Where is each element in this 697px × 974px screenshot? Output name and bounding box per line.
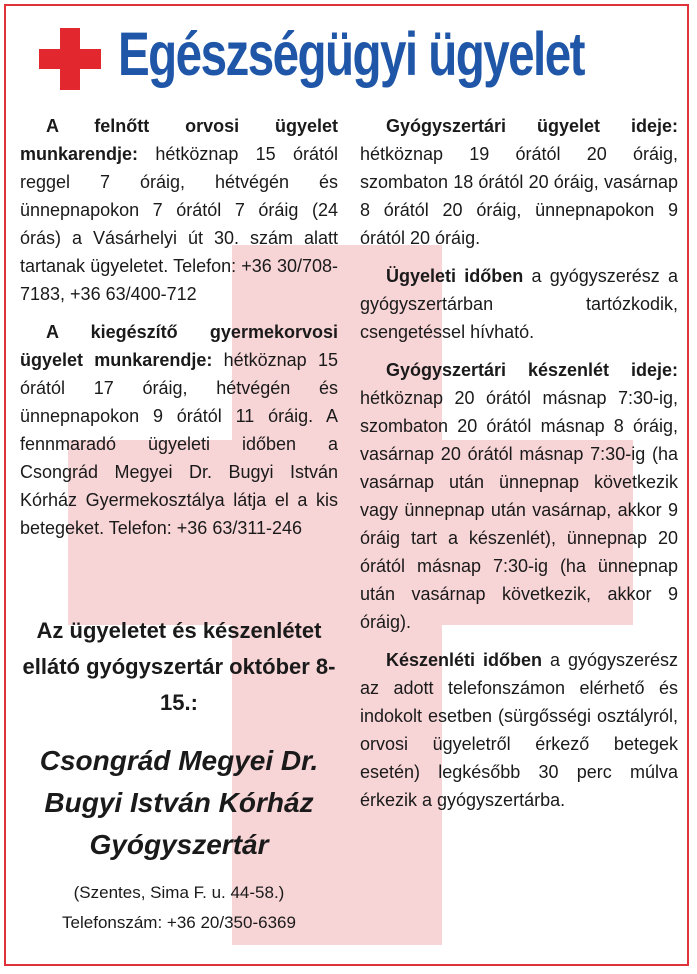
adult-duty-text: hétköznap 15 órától reggel 7 óráig, hétvégén és ünnepnapokon 7 órától 7 óráig (24 órás) a Vásárhelyi út 30. szám alatt tartanak ügyeletet. Telefon: +36 30/708-7183, +36 63/400-712	[20, 144, 338, 304]
left-column	[20, 112, 338, 552]
pharmacy-address: (Szentes, Sima F. u. 44-58.)	[73, 883, 285, 902]
page-title: Egészségügyi ügyelet	[118, 20, 584, 88]
pharmacy-heading: Az ügyeletet és készenlétet ellátó gyógyszertár október 8-15.:	[22, 618, 336, 715]
pediatric-duty-heading: A kiegészítő gyermekorvosi ügyelet munkarendje:	[20, 322, 338, 370]
pharmacy-duty-heading: Gyógyszertári ügyelet ideje:	[386, 116, 678, 136]
standby-text: hétköznap 20 órától másnap 7:30-ig, szombaton 20 órától másnap 8 óráig, vasárnap 20 órától másnap 7:30-ig (ha vasárnap után ünnepnap következik vagy ünnepnap után vasárnap, akkor 9 óráig tart a készenlét), ünnepnap 20 órától másnap 7:30-ig (ha ünnepnap után vasárnap következik, akkor 9 óráig).	[360, 388, 678, 632]
adult-duty-heading: A felnőtt orvosi ügyelet munkarendje:	[20, 116, 338, 164]
pharmacy-phone: Telefonszám: +36 20/350-6369	[62, 913, 296, 932]
pediatric-duty-text: hétköznap 15 órától 17 óráig, hétvégén és ünnepnapokon 9 órától 11 óráig. A fennmaradó ügyeleti időben a Csongrád Megyei Dr. Bugyi István Kórház Gyermekosztálya látja el a kis betegeket. Telefon: +36 63/311-246	[20, 350, 339, 538]
pharmacy-duty-text: hétköznap 19 órától 20 óráig, szombaton 18 órától 20 óráig, vasárnap 8 órától 20 óráig, ünnepnapokon 9 órától 20 óráig.	[360, 144, 678, 248]
standby-time-paragraph	[360, 646, 678, 814]
standby-time-heading: Készenléti időben	[386, 650, 542, 670]
pharmacy-duty-paragraph	[360, 112, 678, 252]
pharmacy-name: Csongrád Megyei Dr. Bugyi István Kórház Gyógyszertár	[39, 745, 319, 860]
duty-time-text: a gyógyszerész a gyógyszertárban tartózkodik, csengetéssel hívható.	[360, 266, 679, 342]
standby-time-text: a gyógyszerész az adott telefonszámon elérhető és indokolt esetben (sürgősségi osztályról, orvosi ügyeletről érkező betegek esetén) legkésőbb 30 perc múlva érkezik a gyógyszertárba.	[360, 650, 678, 810]
duty-time-paragraph	[360, 262, 678, 346]
duty-time-heading: Ügyeleti időben	[386, 266, 524, 286]
pediatric-duty-paragraph	[20, 318, 338, 542]
pharmacy-contact	[20, 878, 338, 938]
standby-paragraph	[360, 356, 678, 636]
right-column	[360, 112, 678, 824]
red-cross-icon	[39, 28, 101, 90]
standby-heading: Gyógyszertári készenlét ideje:	[386, 360, 678, 380]
adult-duty-paragraph	[20, 112, 338, 308]
